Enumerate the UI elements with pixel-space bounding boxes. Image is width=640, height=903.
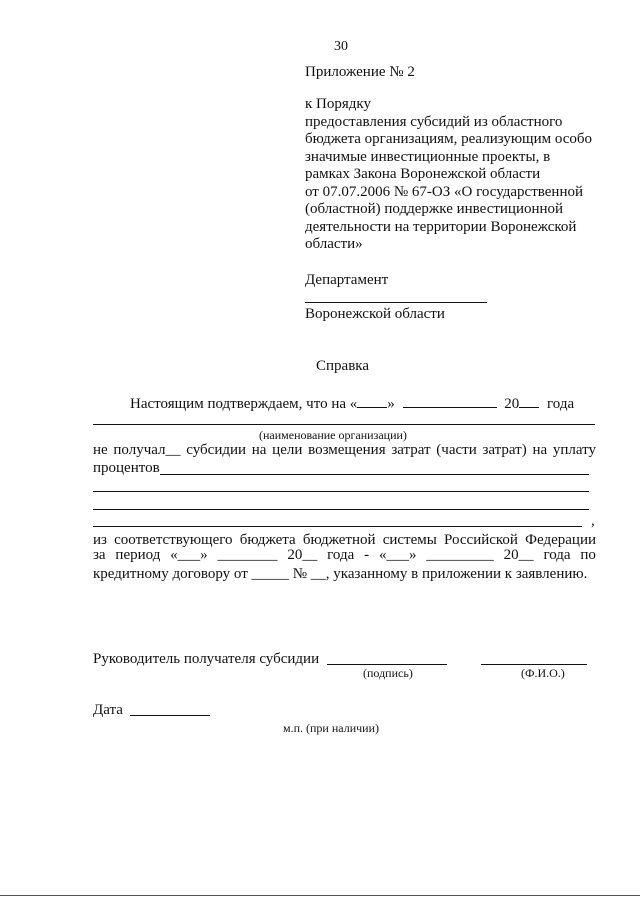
period-word: 20__: [287, 547, 318, 563]
page-bottom-edge: [0, 895, 640, 896]
percent-label: процентов: [93, 460, 160, 476]
day-blank: [357, 393, 387, 408]
reference-line: бюджета организациям, реализующим особо: [305, 131, 593, 147]
signature-blank-line: [327, 664, 447, 665]
department-label: Департамент: [305, 272, 389, 288]
blank-line: [93, 526, 582, 527]
organization-name-line: [93, 424, 595, 425]
period-word: по: [580, 547, 596, 563]
period-word: «___»: [378, 547, 417, 563]
date-label: Дата: [93, 702, 123, 718]
stamp-label: м.п. (при наличии): [283, 721, 379, 735]
period-word: года: [327, 547, 355, 563]
percent-blank-line: [160, 474, 589, 475]
name-blank-line: [481, 664, 587, 665]
blank-line: [93, 509, 589, 510]
confirm-prefix: Настоящим подтверждаем, что на «: [130, 396, 358, 412]
blank-line: [93, 491, 589, 492]
period-word: _________: [426, 547, 494, 563]
credit-line: кредитному договору от _____ № __, указанному в приложении к заявлению.: [93, 566, 588, 582]
confirm-quote-close: »: [387, 396, 395, 412]
confirm-line: [130, 393, 574, 413]
period-word: период: [115, 547, 161, 563]
reference-line: (областной) поддержке инвестиционной: [305, 201, 564, 217]
period-word: года: [543, 547, 571, 563]
reference-line: предоставления субсидий из областного: [305, 113, 563, 130]
period-word: за: [93, 547, 106, 563]
appendix-reference: [305, 96, 605, 254]
reference-line: рамках Закона Воронежской области: [305, 166, 541, 182]
period-line: [93, 546, 596, 564]
period-word: -: [364, 547, 370, 563]
year-blank: [519, 393, 539, 408]
reference-line: области»: [305, 236, 363, 252]
department-region: Воронежской области: [305, 306, 445, 322]
budget-line: из соответствующего бюджета бюджетной системы Российской Федерации: [93, 532, 596, 548]
appendix-title: Приложение № 2: [305, 64, 415, 80]
reference-line: значимые инвестиционные проекты, в: [305, 148, 551, 165]
confirm-year: 20: [504, 396, 520, 412]
name-caption: (Ф.И.О.): [521, 666, 565, 680]
department-blank-line: [305, 302, 487, 303]
signature-caption: (подпись): [363, 666, 413, 680]
period-word: 20__: [503, 547, 534, 563]
page-number: 30: [334, 39, 348, 54]
period-word: ________: [217, 547, 278, 563]
period-word: «___»: [170, 547, 208, 563]
confirm-suffix: года: [547, 396, 575, 412]
reference-line: от 07.07.2006 № 67-ОЗ «О государственной: [305, 183, 583, 200]
reference-line: к Порядку: [305, 96, 371, 112]
document-title: Справка: [316, 358, 369, 374]
date-blank-line: [130, 715, 210, 716]
not-received-line: не получал__ субсидии на цели возмещения затрат (части затрат) на уплату: [93, 442, 596, 458]
head-label: Руководитель получателя субсидии: [93, 651, 320, 667]
organization-caption: (наименование организации): [259, 428, 407, 442]
reference-line: деятельности на территории Воронежской: [305, 218, 577, 235]
blank-line-comma: ,: [591, 513, 595, 529]
month-blank: [403, 393, 497, 408]
